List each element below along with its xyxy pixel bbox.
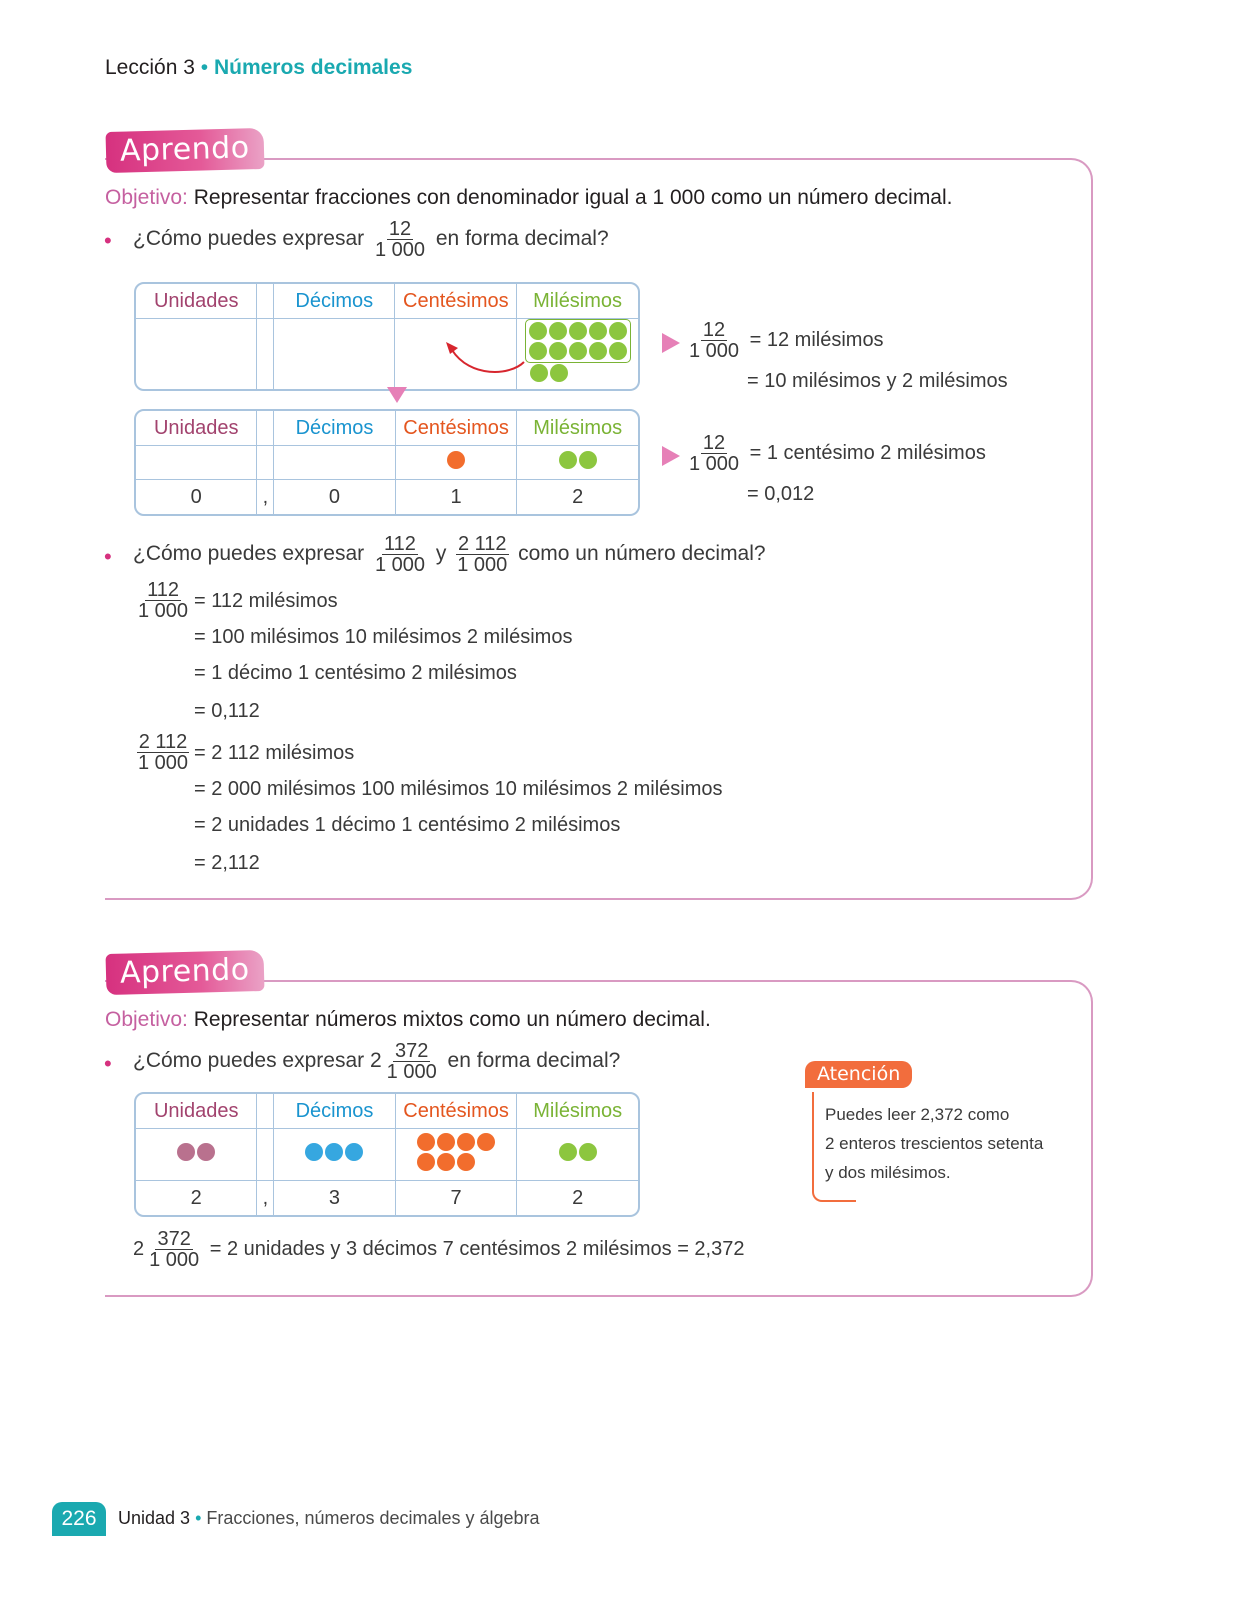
footer-separator: • bbox=[195, 1508, 202, 1528]
question-prefix: ¿Cómo puedes expresar bbox=[133, 227, 365, 251]
explanation-line: = 0,012 bbox=[747, 483, 815, 505]
objective-text: Representar números mixtos como un número decimal. bbox=[193, 1008, 711, 1031]
step-line: = 112 milésimos bbox=[194, 590, 338, 612]
step-line: = 100 milésimos 10 milésimos 2 milésimos bbox=[194, 626, 573, 648]
explanation-line: = 10 milésimos y 2 milésimos bbox=[747, 370, 1008, 392]
counter bbox=[589, 322, 607, 340]
counter bbox=[609, 322, 627, 340]
header-milesimos: Milésimos bbox=[517, 284, 638, 319]
fraction bbox=[687, 433, 741, 474]
atencion-title: Atención bbox=[805, 1061, 912, 1088]
footer-unit bbox=[118, 1508, 540, 1529]
fraction bbox=[455, 534, 509, 575]
question-3 bbox=[133, 1041, 620, 1082]
digit-milesimos: 2 bbox=[572, 485, 584, 508]
result-text: = 2 unidades y 3 décimos 7 centésimos 2 milésimos = 2,372 bbox=[209, 1237, 745, 1260]
question-suffix: en forma decimal? bbox=[435, 227, 609, 251]
counter bbox=[305, 1143, 323, 1161]
header-unidades: Unidades bbox=[136, 411, 257, 446]
counter bbox=[569, 322, 587, 340]
denominator: 1 000 bbox=[138, 600, 189, 622]
counter bbox=[589, 342, 607, 360]
cell-decimos bbox=[274, 446, 395, 480]
cell-centesimos bbox=[396, 1129, 518, 1181]
explanation-line: = 1 centésimo 2 milésimos bbox=[749, 441, 986, 464]
place-value-table-1 bbox=[134, 282, 640, 391]
counter bbox=[559, 451, 577, 469]
place-value-table-2 bbox=[134, 409, 640, 516]
step-line: = 2,112 bbox=[194, 852, 260, 874]
fraction bbox=[385, 1041, 439, 1082]
unit-title: Fracciones, números decimales y álgebra bbox=[206, 1508, 540, 1528]
counter bbox=[345, 1143, 363, 1161]
header-centesimos: Centésimos bbox=[396, 411, 518, 446]
objective-label: Objetivo: bbox=[105, 186, 188, 209]
digit-decimos: 0 bbox=[274, 480, 395, 514]
section2-objective bbox=[105, 1008, 711, 1032]
fraction bbox=[136, 580, 190, 621]
digit-unidades: 0 bbox=[136, 480, 257, 514]
result-line bbox=[133, 1229, 744, 1270]
cell-comma bbox=[257, 1129, 274, 1181]
mixed-whole: 2 bbox=[133, 1237, 145, 1260]
counter bbox=[549, 322, 567, 340]
question-suffix: como un número decimal? bbox=[518, 542, 766, 566]
step-line: = 0,112 bbox=[194, 700, 260, 722]
numerator: 12 bbox=[702, 319, 726, 341]
fraction bbox=[373, 534, 427, 575]
header-decimos: Décimos bbox=[274, 1094, 395, 1129]
counter bbox=[417, 1153, 435, 1171]
section1-badge: Aprendo bbox=[105, 128, 264, 173]
centesimos-counters bbox=[416, 1132, 496, 1172]
question-1 bbox=[133, 219, 609, 260]
cell-milesimos bbox=[517, 446, 638, 480]
fraction bbox=[147, 1229, 201, 1270]
denominator: 1 000 bbox=[149, 1249, 200, 1271]
counter bbox=[325, 1143, 343, 1161]
fraction bbox=[373, 219, 427, 260]
header-unidades: Unidades bbox=[136, 284, 257, 319]
counter bbox=[609, 342, 627, 360]
step-line: = 1 décimo 1 centésimo 2 milésimos bbox=[194, 662, 517, 684]
cell-decimos bbox=[274, 1129, 395, 1181]
counter bbox=[579, 451, 597, 469]
counter bbox=[417, 1133, 435, 1151]
pointer-arrow-icon bbox=[662, 333, 680, 353]
counter bbox=[177, 1143, 195, 1161]
fraction bbox=[136, 732, 190, 773]
counter bbox=[457, 1153, 475, 1171]
lesson-topic: Números decimales bbox=[213, 56, 413, 79]
objective-label: Objetivo: bbox=[105, 1008, 188, 1031]
digit-milesimos: 2 bbox=[572, 1186, 584, 1209]
denominator: 1 000 bbox=[457, 554, 508, 576]
digit-decimos: 3 bbox=[274, 1181, 395, 1215]
header-centesimos: Centésimos bbox=[395, 284, 517, 319]
question-prefix: ¿Cómo puedes expresar 2 bbox=[133, 1049, 382, 1073]
counter bbox=[550, 364, 568, 382]
header-milesimos: Milésimos bbox=[517, 1094, 638, 1129]
numerator: 12 bbox=[702, 432, 726, 454]
digit-unidades: 2 bbox=[136, 1181, 257, 1215]
atencion-text bbox=[825, 1100, 1043, 1187]
lesson-header bbox=[105, 56, 412, 80]
cell-milesimos bbox=[517, 319, 638, 389]
numerator: 112 bbox=[147, 579, 179, 601]
cell-unidades bbox=[136, 446, 257, 480]
explanation-line: = 12 milésimos bbox=[749, 328, 884, 351]
fraction bbox=[687, 320, 741, 361]
digit-centesimos: 1 bbox=[396, 480, 518, 514]
numerator: 12 bbox=[388, 218, 412, 240]
cell-milesimos bbox=[517, 1129, 638, 1181]
objective-text: Representar fracciones con denominador igual a 1 000 como un número decimal. bbox=[193, 186, 953, 209]
numerator: 2 112 bbox=[138, 731, 188, 753]
cell-comma bbox=[257, 319, 274, 389]
denominator: 1 000 bbox=[386, 1061, 437, 1083]
denominator: 1 000 bbox=[138, 752, 189, 774]
header-unidades: Unidades bbox=[136, 1094, 257, 1129]
fraction-112 bbox=[133, 580, 193, 621]
counter bbox=[437, 1133, 455, 1151]
digit-comma: , bbox=[257, 480, 274, 514]
header-milesimos: Milésimos bbox=[517, 411, 638, 446]
explanation-2 bbox=[684, 433, 986, 474]
question-suffix: en forma decimal? bbox=[447, 1049, 621, 1073]
cell-comma bbox=[257, 446, 274, 480]
page-number: 226 bbox=[52, 1502, 106, 1536]
explanation-1 bbox=[684, 320, 884, 361]
denominator: 1 000 bbox=[689, 453, 740, 475]
counter bbox=[447, 451, 465, 469]
counter bbox=[530, 364, 548, 382]
group-of-ten bbox=[525, 319, 631, 363]
fraction-2112 bbox=[133, 732, 193, 773]
counter bbox=[477, 1133, 495, 1151]
counter bbox=[559, 1143, 577, 1161]
counter bbox=[437, 1153, 455, 1171]
denominator: 1 000 bbox=[374, 554, 426, 576]
digit-comma: , bbox=[257, 1181, 274, 1215]
header-centesimos: Centésimos bbox=[396, 1094, 518, 1129]
comma-column bbox=[257, 411, 274, 446]
numerator: 2 112 bbox=[457, 533, 507, 555]
step-line: = 2 000 milésimos 100 milésimos 10 milésimos 2 milésimos bbox=[194, 778, 723, 800]
place-value-table-3 bbox=[134, 1092, 640, 1217]
cell-decimos bbox=[274, 319, 395, 389]
cell-centesimos bbox=[396, 446, 518, 480]
comma-column bbox=[257, 284, 274, 319]
header-decimos: Décimos bbox=[274, 284, 395, 319]
bullet: • bbox=[104, 228, 112, 253]
bullet: • bbox=[104, 544, 112, 569]
conjunction: y bbox=[435, 542, 447, 566]
numerator: 372 bbox=[157, 1228, 191, 1250]
denominator: 1 000 bbox=[374, 239, 426, 261]
cell-unidades bbox=[136, 1129, 257, 1181]
step-line: = 2 unidades 1 décimo 1 centésimo 2 milésimos bbox=[194, 814, 621, 836]
atencion-line: Puedes leer 2,372 como bbox=[825, 1105, 1010, 1124]
digit-centesimos: 7 bbox=[396, 1181, 518, 1215]
atencion-line: y dos milésimos. bbox=[825, 1163, 951, 1182]
numerator: 372 bbox=[394, 1040, 429, 1062]
header-decimos: Décimos bbox=[274, 411, 395, 446]
counter bbox=[457, 1133, 475, 1151]
cell-unidades bbox=[136, 319, 257, 389]
unit-label: Unidad 3 bbox=[118, 1508, 191, 1528]
question-2 bbox=[133, 534, 766, 575]
numerator: 112 bbox=[384, 533, 416, 555]
pointer-arrow-icon bbox=[662, 446, 680, 466]
header-separator: • bbox=[200, 56, 209, 79]
milesimos-counters bbox=[525, 319, 631, 383]
section1-objective bbox=[105, 186, 953, 210]
down-arrow-icon bbox=[387, 387, 407, 403]
counter bbox=[529, 342, 547, 360]
section2-badge: Aprendo bbox=[105, 950, 264, 995]
comma-column bbox=[257, 1094, 274, 1129]
denominator: 1 000 bbox=[689, 340, 740, 362]
question-prefix: ¿Cómo puedes expresar bbox=[133, 542, 365, 566]
counter bbox=[197, 1143, 215, 1161]
counter bbox=[549, 342, 567, 360]
counter bbox=[569, 342, 587, 360]
step-line: = 2 112 milésimos bbox=[194, 742, 355, 764]
lesson-label: Lección 3 bbox=[105, 56, 195, 79]
regroup-arrow-icon bbox=[440, 336, 530, 378]
bullet: • bbox=[104, 1051, 112, 1076]
counter bbox=[579, 1143, 597, 1161]
atencion-line: 2 enteros trescientos setenta bbox=[825, 1134, 1044, 1153]
counter bbox=[529, 322, 547, 340]
